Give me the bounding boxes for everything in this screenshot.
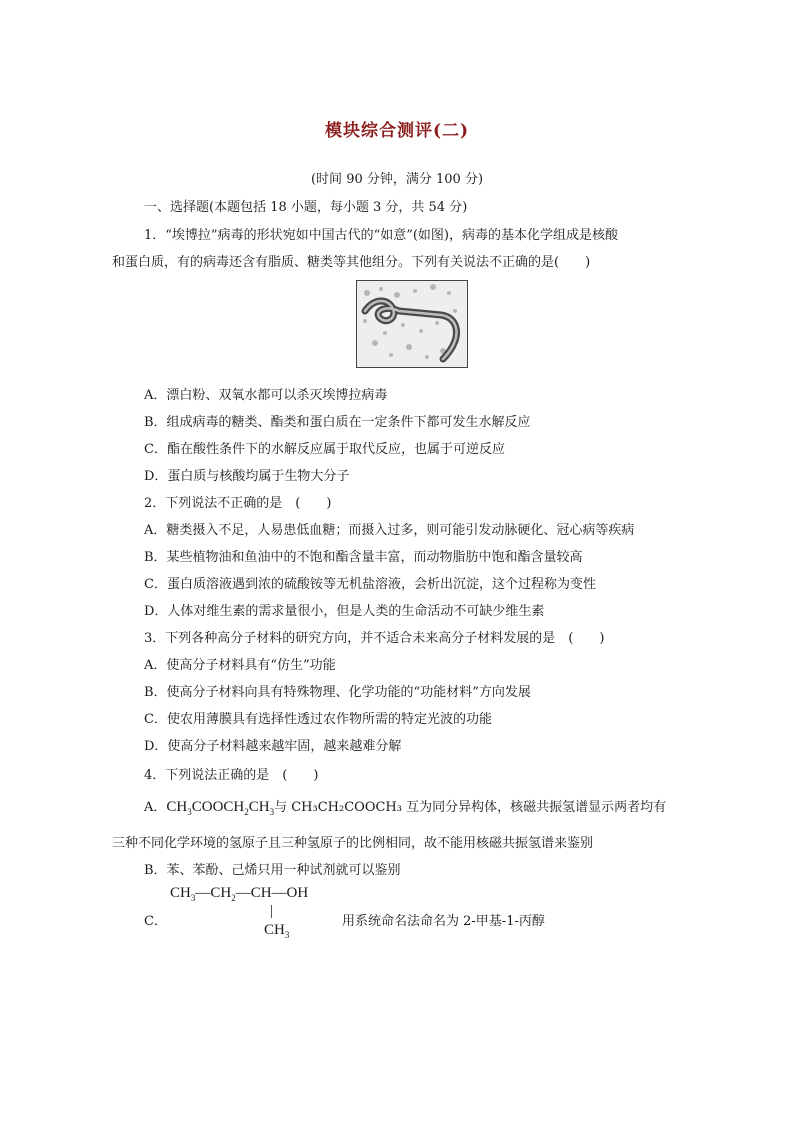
- question-1-line-2: 和蛋白质，有的病毒还含有脂质、糖类等其他组分。下列有关说法不正确的是( ): [112, 255, 591, 270]
- question-4-option-a: [144, 796, 666, 817]
- exam-meta: (时间 90 分钟，满分 100 分): [310, 172, 484, 187]
- page-title: 模块综合测评(二): [324, 121, 470, 141]
- question-1-option-d: D．蛋白质与核酸均属于生物大分子: [144, 469, 350, 484]
- structural-formula-branch: $CH_3$: [264, 922, 290, 940]
- question-1-line-1: 1．“埃博拉”病毒的形状宛如中国古代的“如意”(如图)，病毒的基本化学组成是核酸: [144, 228, 618, 243]
- question-4-option-c-label: C．: [144, 914, 167, 929]
- question-2-option-d: D．人体对维生素的需求量很小，但是人类的生命活动不可缺少维生素: [144, 604, 545, 619]
- option-a-text: 与 CH₃CH₂COOCH₃ 互为同分异构体，核磁共振氢谱显示两者均有: [274, 800, 667, 815]
- ethyl-ethanoate-formula: $CH_3COOCH_2CH_3$: [166, 799, 275, 817]
- question-2-option-a: A．糖类摄入不足，人易患低血糖；而摄入过多，则可能引发动脉硬化、冠心病等疾病: [144, 523, 635, 538]
- structural-formula-main-chain: $CH_3—CH_2—CH—OH$: [170, 885, 309, 903]
- question-3-option-b: B．使高分子材料向具有特殊物理、化学功能的“功能材料”方向发展: [144, 685, 531, 700]
- question-4-stem: 4．下列说法正确的是 ( ): [144, 768, 319, 783]
- question-4-option-a-continued: 三种不同化学环境的氢原子且三种氢原子的比例相同，故不能用核磁共振氢谱来鉴别: [112, 836, 594, 851]
- question-3-stem: 3．下列各种高分子材料的研究方向，并不适合未来高分子材料发展的是 ( ): [144, 631, 605, 646]
- question-2-stem: 2．下列说法不正确的是 ( ): [144, 496, 332, 511]
- section-heading: 一、选择题(本题包括 18 小题，每小题 3 分，共 54 分): [144, 200, 468, 215]
- question-4-option-b: B．苯、苯酚、己烯只用一种试剂就可以鉴别: [144, 863, 401, 878]
- question-1-option-c: C．酯在酸性条件下的水解反应属于取代反应，也属于可逆反应: [144, 442, 505, 457]
- question-3-option-a: A．使高分子材料具有“仿生”功能: [144, 658, 336, 673]
- question-1-option-a: A．漂白粉、双氧水都可以杀灭埃博拉病毒: [144, 388, 388, 403]
- question-3-option-c: C．使农用薄膜具有选择性透过农作物所需的特定光波的功能: [144, 712, 492, 727]
- question-2-option-c: C．蛋白质溶液遇到浓的硫酸铵等无机盐溶液，会析出沉淀，这个过程称为变性: [144, 577, 596, 592]
- question-1-option-b: B．组成病毒的糖类、酯类和蛋白质在一定条件下都可发生水解反应: [144, 415, 531, 430]
- question-4-option-c-text: 用系统命名法命名为 2-甲基-1-丙醇: [342, 914, 545, 929]
- question-3-option-d: D．使高分子材料越来越牢固，越来越难分解: [144, 739, 402, 754]
- ebola-virus-figure: [356, 280, 468, 368]
- question-2-option-b: B．某些植物油和鱼油中的不饱和酯含量丰富，而动物脂肪中饱和酯含量较高: [144, 550, 583, 565]
- structural-formula-bond: |: [270, 903, 274, 919]
- option-a-label: A．: [144, 800, 167, 815]
- ebola-virus-image: [357, 281, 467, 367]
